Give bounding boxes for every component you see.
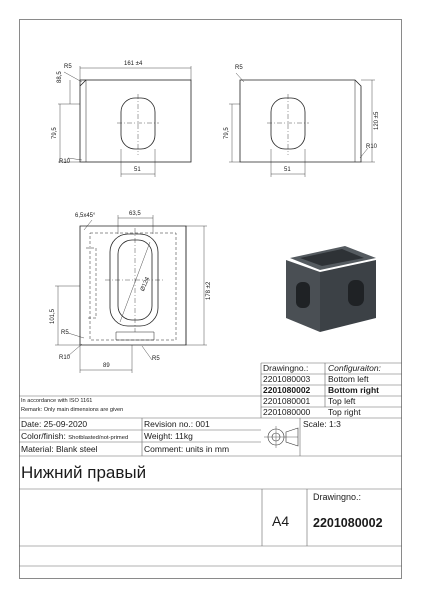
config-header-drawingno: Drawingno.:	[263, 363, 309, 373]
color-finish-value: Shotblasted/not-primed	[68, 435, 129, 441]
side-depth-dim: 79,5	[224, 127, 230, 139]
side-radius-tl: R5	[235, 65, 243, 71]
config-header-configuration: Configuraiton:	[328, 363, 381, 373]
config-row-config: Bottom right	[328, 385, 379, 395]
front-view	[58, 66, 191, 177]
side-height-dim: 120 ±5	[374, 111, 380, 130]
top-height-dim: 178 ±2	[206, 281, 212, 300]
config-row-config: Top right	[328, 407, 361, 417]
config-row-no: 2201080001	[263, 396, 311, 406]
date-field: Date: 25-09-2020	[21, 419, 88, 429]
top-radius-b: R5	[152, 356, 160, 362]
config-row-config: Top left	[328, 396, 356, 406]
top-radius-bl: R10	[59, 355, 71, 361]
drawingno-value: 2201080002	[313, 516, 383, 530]
top-width-dim: 63,5	[129, 211, 141, 217]
part-name: Нижний правый	[21, 463, 147, 482]
paper-size: A4	[272, 513, 290, 529]
front-radius-tl: R5	[64, 64, 72, 70]
side-radius-br: R10	[366, 144, 378, 150]
material-field: Material: Blank steel	[21, 444, 98, 454]
color-finish-label: Color/finish:	[21, 431, 66, 441]
side-slot-dim: 51	[284, 167, 291, 173]
comment-field: Comment: units in mm	[144, 444, 230, 454]
scale-field: Scale: 1:3	[303, 419, 341, 429]
config-row-config: Bottom left	[328, 374, 369, 384]
weight-field: Weight: 11kg	[144, 431, 193, 441]
config-row-no: 2201080002	[263, 385, 311, 395]
top-radius-l: R5	[61, 330, 69, 336]
front-radius-bl: R10	[59, 159, 71, 165]
top-bottom-dim: 89	[103, 363, 110, 369]
corner-casting-render	[286, 246, 376, 332]
top-view	[55, 215, 207, 373]
front-width-dim: 161 ±4	[124, 61, 143, 67]
top-left-dim: 101,5	[50, 308, 56, 324]
front-height-dim: 88,5	[57, 71, 63, 83]
front-depth-dim: 79,5	[52, 127, 58, 139]
remark-note: Remark: Only main dimensions are given	[21, 407, 124, 413]
color-finish-field	[21, 431, 128, 444]
top-hole-dim: Ø124	[140, 276, 152, 293]
config-row-no: 2201080003	[263, 374, 311, 384]
top-chamfer: 6,5x45°	[75, 213, 96, 219]
front-slot-dim: 51	[134, 167, 141, 173]
revision-field: Revision no.: 001	[144, 419, 210, 429]
projection-symbol	[264, 426, 298, 448]
iso-note: In accordance with ISO 1161	[21, 398, 93, 404]
drawingno-label: Drawingno.:	[313, 492, 362, 502]
config-row-no: 2201080000	[263, 407, 311, 417]
